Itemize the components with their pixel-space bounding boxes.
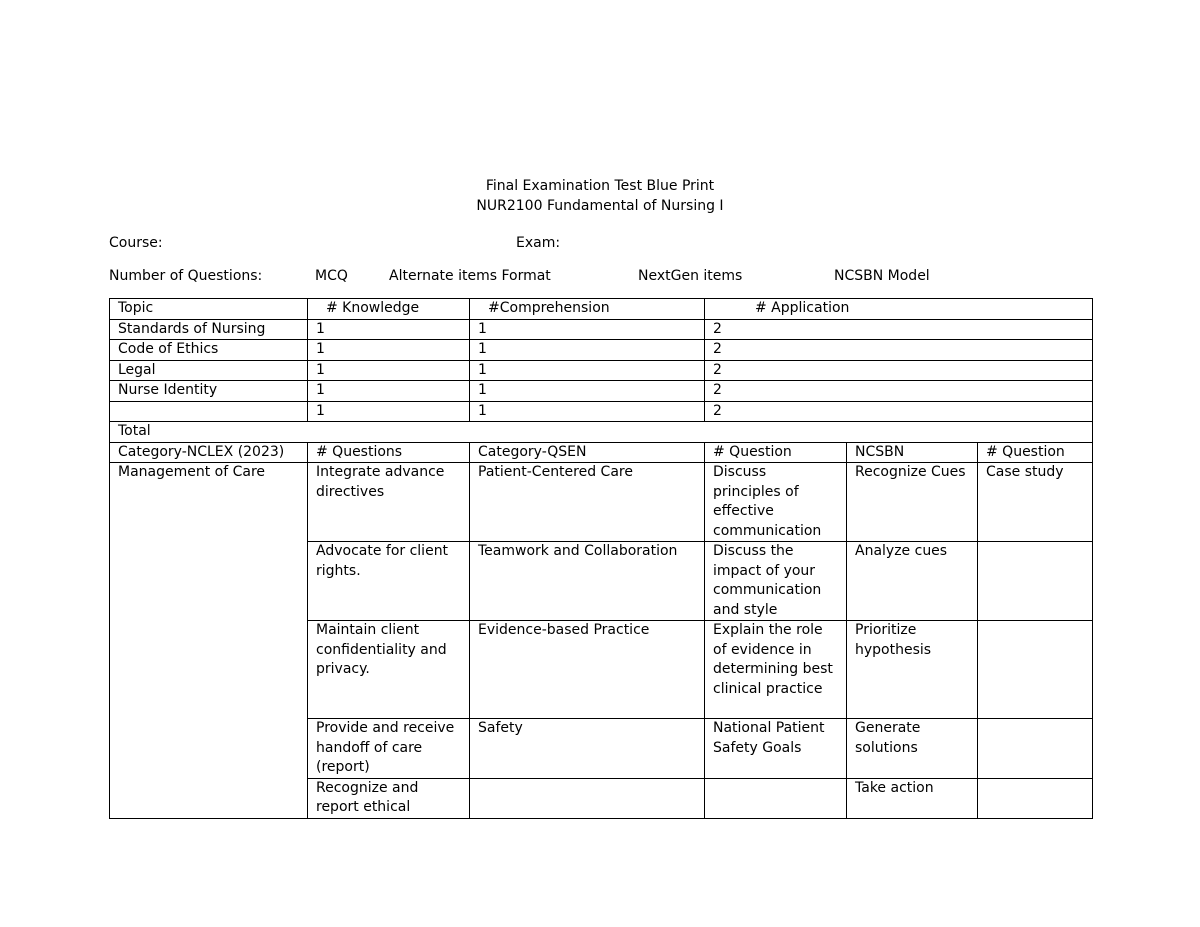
knowledge-cell: 1 bbox=[308, 360, 470, 381]
ncsbn-question-cell bbox=[978, 719, 1093, 779]
ncsbn-question-cell bbox=[978, 542, 1093, 621]
comprehension-cell: 1 bbox=[470, 360, 705, 381]
application-cell: 2 bbox=[705, 381, 1093, 402]
num-questions-label: Number of Questions: bbox=[109, 268, 263, 284]
blueprint-header-row bbox=[110, 299, 1093, 320]
document-title: Final Examination Test Blue Print bbox=[485, 178, 715, 194]
blueprint-table bbox=[109, 298, 1093, 819]
ncsbn-cell: Recognize Cues bbox=[847, 463, 978, 542]
topic-cell bbox=[110, 401, 308, 422]
exam-label: Exam: bbox=[516, 235, 561, 251]
qsen-cell: Safety bbox=[470, 719, 705, 779]
table-row bbox=[110, 340, 1093, 361]
question-cell: National Patient Safety Goals bbox=[705, 719, 847, 779]
ncsbn-question-cell bbox=[978, 621, 1093, 719]
ncsbn-question-cell: Case study bbox=[978, 463, 1093, 542]
nclex-category-cell: Management of Care bbox=[110, 463, 308, 819]
question-cell bbox=[705, 778, 847, 818]
comprehension-cell: 1 bbox=[470, 381, 705, 402]
header-ncsbn-question: # Question bbox=[978, 442, 1093, 463]
table-row bbox=[110, 319, 1093, 340]
ncsbn-question-cell bbox=[978, 778, 1093, 818]
header-application: # Application bbox=[705, 299, 1093, 320]
questions-cell: Recognize and report ethical bbox=[308, 778, 470, 818]
document-header bbox=[0, 176, 1200, 216]
format-nextgen: NextGen items bbox=[638, 268, 743, 284]
format-ncsbn: NCSBN Model bbox=[834, 268, 930, 284]
course-label: Course: bbox=[109, 235, 163, 251]
header-comprehension: #Comprehension bbox=[470, 299, 705, 320]
table-row bbox=[110, 381, 1093, 402]
question-cell: Discuss principles of effective communication bbox=[705, 463, 847, 542]
category-header-row bbox=[110, 442, 1093, 463]
topic-cell: Code of Ethics bbox=[110, 340, 308, 361]
qsen-cell: Evidence-based Practice bbox=[470, 621, 705, 719]
question-cell: Explain the role of evidence in determining best clinical practice bbox=[705, 621, 847, 719]
table-row bbox=[110, 360, 1093, 381]
document-subtitle: NUR2100 Fundamental of Nursing I bbox=[476, 198, 724, 214]
ncsbn-cell: Generate solutions bbox=[847, 719, 978, 779]
questions-cell: Provide and receive handoff of care (report) bbox=[308, 719, 470, 779]
format-alternate: Alternate items Format bbox=[389, 268, 551, 284]
ncsbn-cell: Take action bbox=[847, 778, 978, 818]
category-row bbox=[110, 463, 1093, 542]
table-row bbox=[110, 401, 1093, 422]
questions-cell: Maintain client confidentiality and privacy. bbox=[308, 621, 470, 719]
topic-cell: Legal bbox=[110, 360, 308, 381]
ncsbn-cell: Prioritize hypothesis bbox=[847, 621, 978, 719]
qsen-cell: Teamwork and Collaboration bbox=[470, 542, 705, 621]
knowledge-cell: 1 bbox=[308, 401, 470, 422]
format-mcq: MCQ bbox=[315, 268, 348, 284]
question-cell: Discuss the impact of your communication and style bbox=[705, 542, 847, 621]
knowledge-cell: 1 bbox=[308, 381, 470, 402]
ncsbn-cell: Analyze cues bbox=[847, 542, 978, 621]
application-cell: 2 bbox=[705, 360, 1093, 381]
header-nclex-category: Category-NCLEX (2023) bbox=[110, 442, 308, 463]
total-label: Total bbox=[110, 422, 1093, 443]
comprehension-cell: 1 bbox=[470, 319, 705, 340]
topic-cell: Nurse Identity bbox=[110, 381, 308, 402]
header-question: # Question bbox=[705, 442, 847, 463]
qsen-cell bbox=[470, 778, 705, 818]
header-questions: # Questions bbox=[308, 442, 470, 463]
header-knowledge: # Knowledge bbox=[308, 299, 470, 320]
comprehension-cell: 1 bbox=[470, 340, 705, 361]
total-row bbox=[110, 422, 1093, 443]
header-ncsbn: NCSBN bbox=[847, 442, 978, 463]
header-qsen: Category-QSEN bbox=[470, 442, 705, 463]
comprehension-cell: 1 bbox=[470, 401, 705, 422]
header-topic: Topic bbox=[110, 299, 308, 320]
application-cell: 2 bbox=[705, 340, 1093, 361]
knowledge-cell: 1 bbox=[308, 319, 470, 340]
questions-cell: Integrate advance directives bbox=[308, 463, 470, 542]
knowledge-cell: 1 bbox=[308, 340, 470, 361]
application-cell: 2 bbox=[705, 401, 1093, 422]
application-cell: 2 bbox=[705, 319, 1093, 340]
qsen-cell: Patient-Centered Care bbox=[470, 463, 705, 542]
topic-cell: Standards of Nursing bbox=[110, 319, 308, 340]
questions-cell: Advocate for client rights. bbox=[308, 542, 470, 621]
